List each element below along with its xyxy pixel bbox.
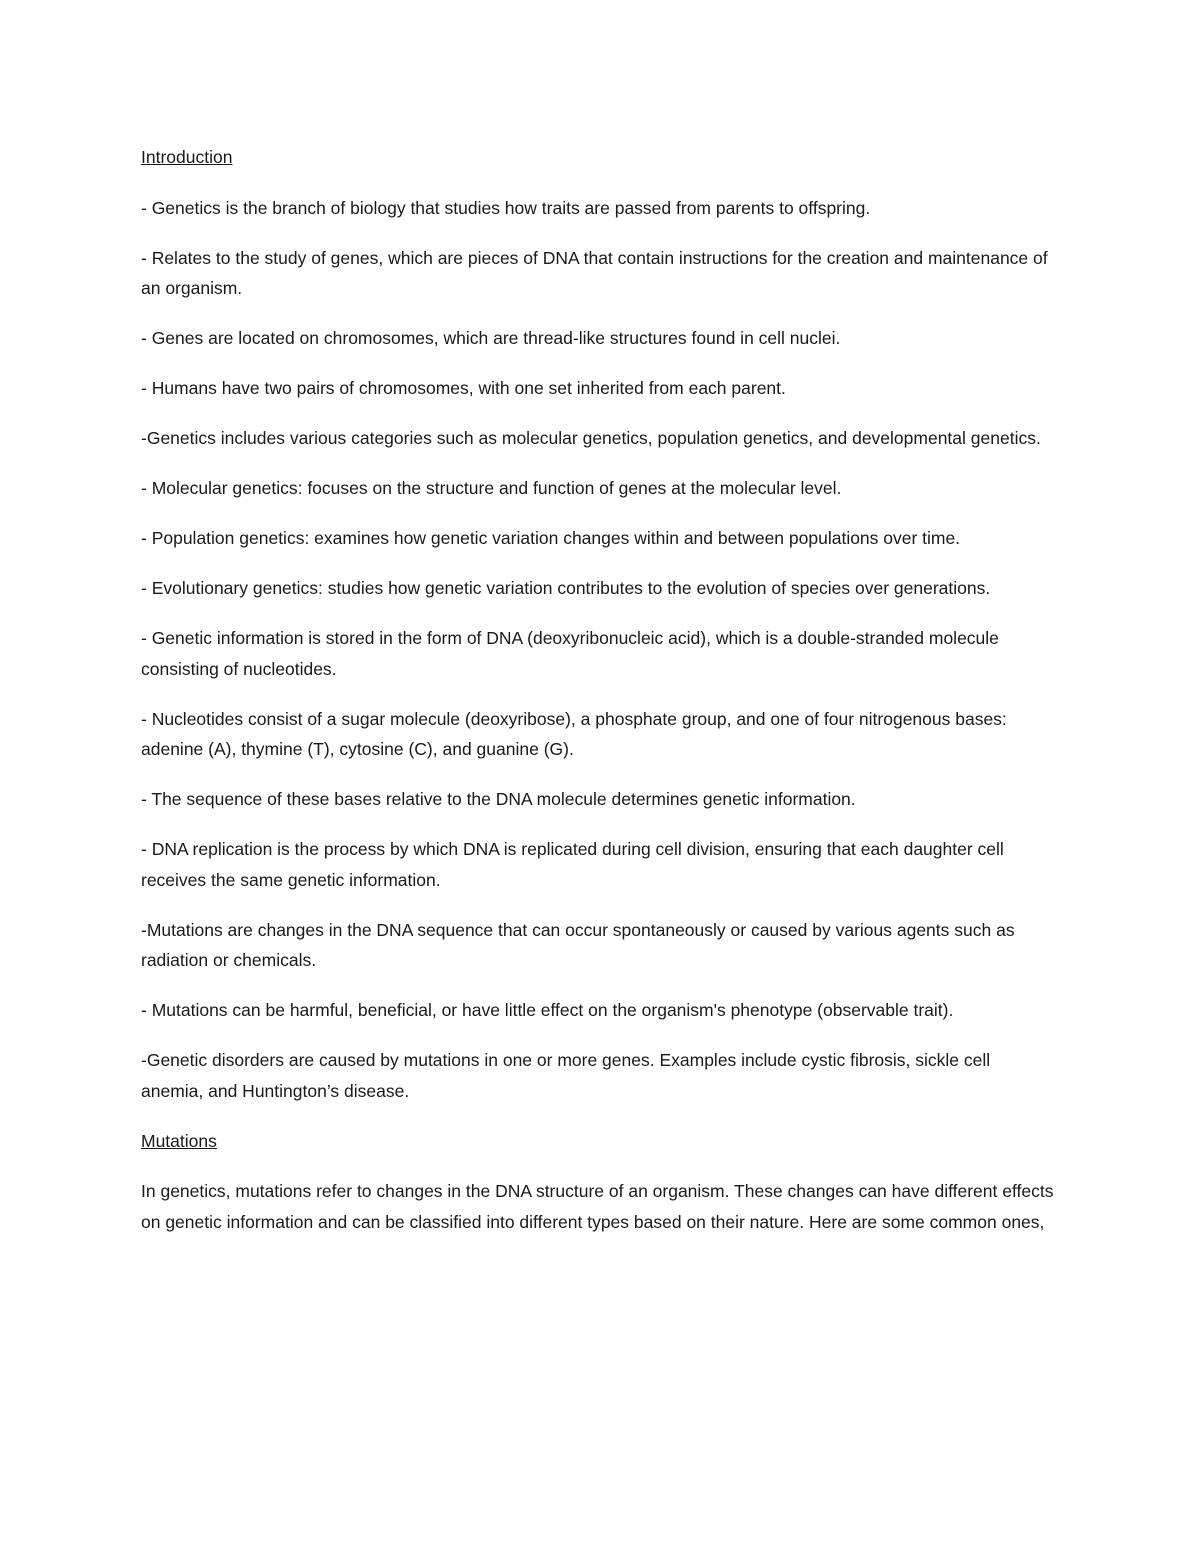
paragraph: - Evolutionary genetics: studies how genetic variation contributes to the evolution of species over generations. <box>141 578 991 598</box>
paragraph: - Molecular genetics: focuses on the structure and function of genes at the molecular level. <box>141 478 842 498</box>
paragraph: - Humans have two pairs of chromosomes, with one set inherited from each parent. <box>141 378 786 398</box>
paragraph: - Population genetics: examines how genetic variation changes within and between populations over time. <box>141 528 961 548</box>
paragraph: -Genetic disorders are caused by mutations in one or more genes. Examples include cystic fibrosis, sickle cell anemia, and Huntington’s disease. <box>141 1050 991 1101</box>
document-body <box>141 142 1056 1257</box>
paragraph: - DNA replication is the process by which DNA is replicated during cell division, ensuring that each daughter cell receives the same genetic information. <box>141 839 1004 890</box>
section-heading-mutations: Mutations <box>141 1130 217 1151</box>
paragraph: - Genetics is the branch of biology that studies how traits are passed from parents to offspring. <box>141 197 871 218</box>
paragraph: In genetics, mutations refer to changes in the DNA structure of an organism. These changes can have different effects on genetic information and can be classified into different types based on their nature. Here are some common ones, <box>141 1181 1054 1232</box>
paragraph: - The sequence of these bases relative to the DNA molecule determines genetic information. <box>141 789 856 809</box>
paragraph: - Mutations can be harmful, beneficial, or have little effect on the organism's phenotype (observable trait). <box>141 1000 954 1020</box>
paragraph: - Relates to the study of genes, which are pieces of DNA that contain instructions for the creation and maintenance of an organism. <box>141 247 1048 298</box>
paragraph: - Genetic information is stored in the form of DNA (deoxyribonucleic acid), which is a double-stranded molecule consisting of nucleotides. <box>141 628 999 679</box>
paragraph: - Nucleotides consist of a sugar molecule (deoxyribose), a phosphate group, and one of four nitrogenous bases: adenine (A), thymine (T), cytosine (C), and guanine (G). <box>141 708 1007 759</box>
section-heading-introduction: Introduction <box>141 147 233 167</box>
paragraph: - Genes are located on chromosomes, which are thread-like structures found in cell nuclei. <box>141 328 841 348</box>
paragraph: -Mutations are changes in the DNA sequence that can occur spontaneously or caused by various agents such as radiation or chemicals. <box>141 919 1015 970</box>
paragraph: -Genetics includes various categories such as molecular genetics, population genetics, and developmental genetics. <box>141 428 1041 448</box>
